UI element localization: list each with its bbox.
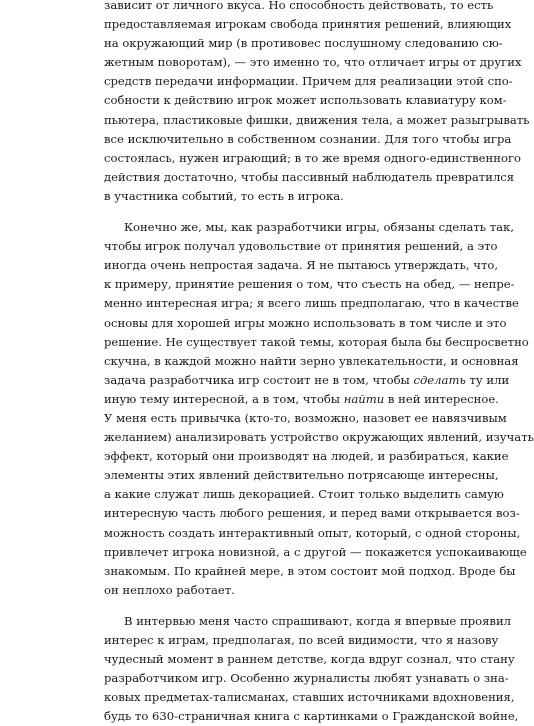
text-line: разработчиком игр. Особенно журналисты любят узнавать о зна- bbox=[104, 671, 509, 686]
text-line: чтобы игрок получал удовольствие от принятия решений, а это bbox=[104, 239, 498, 254]
text-line: иную тему интересной, а в том, чтобы найти в ней интересное. bbox=[104, 391, 499, 406]
text-line: привлечет игрока новизной, а с другой — покажется успокаивающе bbox=[104, 544, 527, 559]
text-line: к примеру, принятие решения о том, что съесть на обед, — непре- bbox=[104, 277, 515, 292]
text-line: можность создать интерактивный опыт, который, с одной стороны, bbox=[104, 525, 521, 540]
text-line: собности к действию игрок может использовать клавиатуру ком- bbox=[104, 93, 507, 108]
text-line: элементы этих явлений действительно потрясающе интересны, bbox=[104, 468, 499, 483]
body-text bbox=[104, 0, 534, 726]
emphasis-text: найти bbox=[343, 391, 385, 406]
text-line: предоставляемая игрокам свобода принятия решений, влияющих bbox=[104, 17, 512, 32]
text-line: желанием) анализировать устройство окружающих явлений, изучать bbox=[104, 430, 534, 445]
text-line: зависит от личного вкуса. Но способность действовать, то есть bbox=[104, 0, 494, 12]
text-line: действия достаточно, чтобы пассивный наблюдатель превратился bbox=[104, 169, 515, 184]
paragraph-gap bbox=[104, 600, 396, 612]
text-line: В интервью меня часто спрашивают, когда я впервые проявил bbox=[124, 613, 512, 628]
text-line: интерес к играм, предполагая, по всей видимости, что я назову bbox=[104, 633, 499, 647]
text-line: жетным поворотам), — это именно то, что отличает игры от других bbox=[104, 55, 522, 70]
text-line: пьютера, пластиковые фишки, движения тела, а может разыгрывать bbox=[104, 112, 530, 127]
text-line: основы для хорошей игры можно использовать в том числе и это bbox=[104, 315, 507, 330]
text-line: Конечно же, мы, как разработчики игры, обязаны сделать так, bbox=[124, 220, 515, 235]
text-line: все исключительно в собственном сознании. Для того чтобы игра bbox=[104, 131, 512, 146]
text-line: решение. Не существует такой темы, которая была бы беспросветно bbox=[104, 334, 529, 349]
text-line: скучна, в каждой можно найти зерно увлекательности, и основная bbox=[104, 353, 519, 368]
text-line: иногда очень непростая задача. Я не пытаюсь утверждать, что, bbox=[104, 258, 499, 273]
text-line: интересную часть любого решения, и перед вами открывается воз- bbox=[104, 506, 520, 521]
text-line: средств передачи информации. Причем для реализации этой спо- bbox=[104, 74, 513, 89]
text-line: У меня есть привычка (кто-то, возможно, назовет ее навязчивым bbox=[104, 410, 507, 425]
text-line: а какие служат лишь декорацией. Стоит только выделить самую bbox=[104, 487, 504, 502]
text-line: он неплохо работает. bbox=[104, 582, 235, 597]
text-line: будь то 630-страничная книга с картинками о Гражданской войне, bbox=[104, 709, 519, 724]
emphasis-text: сделать bbox=[413, 372, 466, 387]
text-line: в участника событий, то есть в игрока. bbox=[104, 188, 344, 203]
text-line: задача разработчика игр состоит не в том, чтобы сделать ту или bbox=[104, 372, 510, 387]
text-line: эффект, который они производят на людей, и разбираться, какие bbox=[104, 449, 509, 464]
text-line: на окружающий мир (в противовес послушному следованию сю- bbox=[104, 36, 503, 51]
text-line: знакомым. По крайней мере, в этом состоит мой подход. Вроде бы bbox=[104, 563, 516, 578]
text-line: состоялась, нужен играющий; в то же время одного-единственного bbox=[104, 150, 522, 165]
paragraph-gap bbox=[104, 206, 396, 218]
text-line: менно интересная игра; я всего лишь предполагаю, что в качестве bbox=[104, 296, 519, 311]
text-line: чудесный момент в раннем детстве, когда вдруг сознал, что стану bbox=[104, 652, 515, 667]
text-line: ковых предметах-талисманах, ставших источниками вдохновения, bbox=[104, 690, 515, 705]
